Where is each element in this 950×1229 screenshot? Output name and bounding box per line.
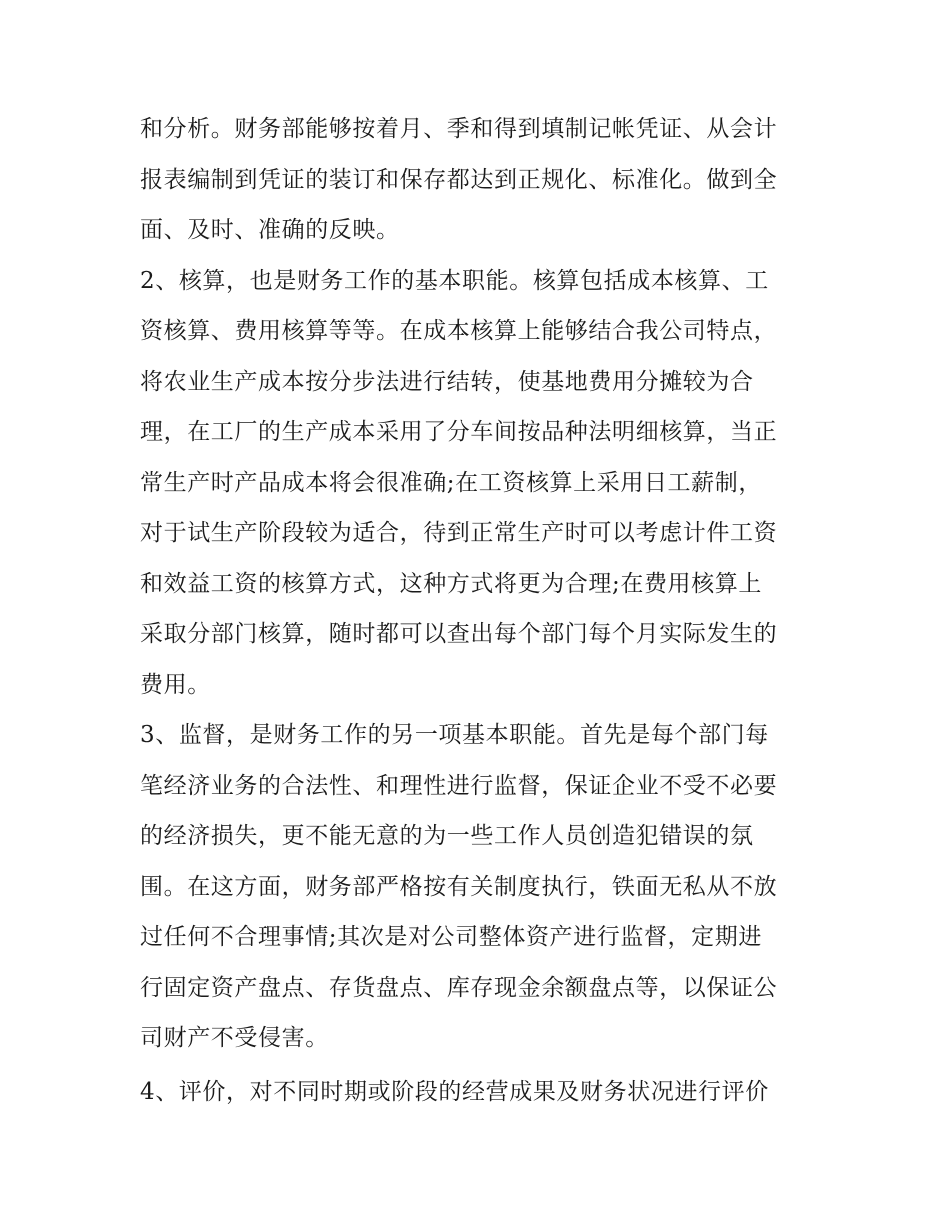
text-line: 面、及时、准确的反映。 bbox=[140, 217, 400, 243]
text-line: 资核算、费用核算等等。在成本核算上能够结合我公司特点， bbox=[140, 318, 778, 344]
text-line: 报表编制到凭证的装订和保存都达到正规化、标准化。做到全 bbox=[140, 166, 778, 193]
text-line: 和效益工资的核算方式，这种方式将更为合理;在费用核算上 bbox=[140, 570, 762, 597]
text-line: 笔经济业务的合法性、和理性进行监督，保证企业不受不必要 bbox=[140, 772, 778, 799]
text-line: 和分析。财务部能够按着月、季和得到填制记帐凭证、从会计 bbox=[140, 116, 778, 142]
text-line: 理，在工厂的生产成本采用了分车间按品种法明细核算，当正 bbox=[140, 419, 778, 445]
text-line: 行固定资产盘点、存货盘点、库存现金余额盘点等，以保证公 bbox=[140, 974, 778, 1001]
text-line: 将农业生产成本按分步法进行结转，使基地费用分摊较为合 bbox=[140, 368, 754, 395]
text-line: 2、核算，也是财务工作的基本职能。核算包括成本核算、工 bbox=[140, 267, 769, 294]
text-line: 司财产不受侵害。 bbox=[140, 1025, 329, 1051]
text-line: 围。在这方面，财务部严格按有关制度执行，铁面无私从不放 bbox=[140, 873, 778, 900]
text-line: 4、评价，对不同时期或阶段的经营成果及财务状况进行评价 bbox=[140, 1078, 769, 1105]
text-line: 3、监督，是财务工作的另一项基本职能。首先是每个部门每 bbox=[140, 722, 769, 748]
text-line: 对于试生产阶段较为适合，待到正常生产时可以考虑计件工资 bbox=[140, 520, 778, 546]
document-body bbox=[140, 104, 820, 1120]
text-line: 常生产时产品成本将会很准确;在工资核算上采用日工薪制， bbox=[140, 469, 762, 496]
text-line: 采取分部门核算，随时都可以查出每个部门每个月实际发生的 bbox=[140, 621, 778, 647]
text-line: 过任何不合理事情;其次是对公司整体资产进行监督，定期进 bbox=[140, 924, 762, 950]
text-line: 费用。 bbox=[140, 671, 211, 698]
text-line: 的经济损失，更不能无意的为一些工作人员创造犯错误的氛 bbox=[140, 823, 754, 849]
